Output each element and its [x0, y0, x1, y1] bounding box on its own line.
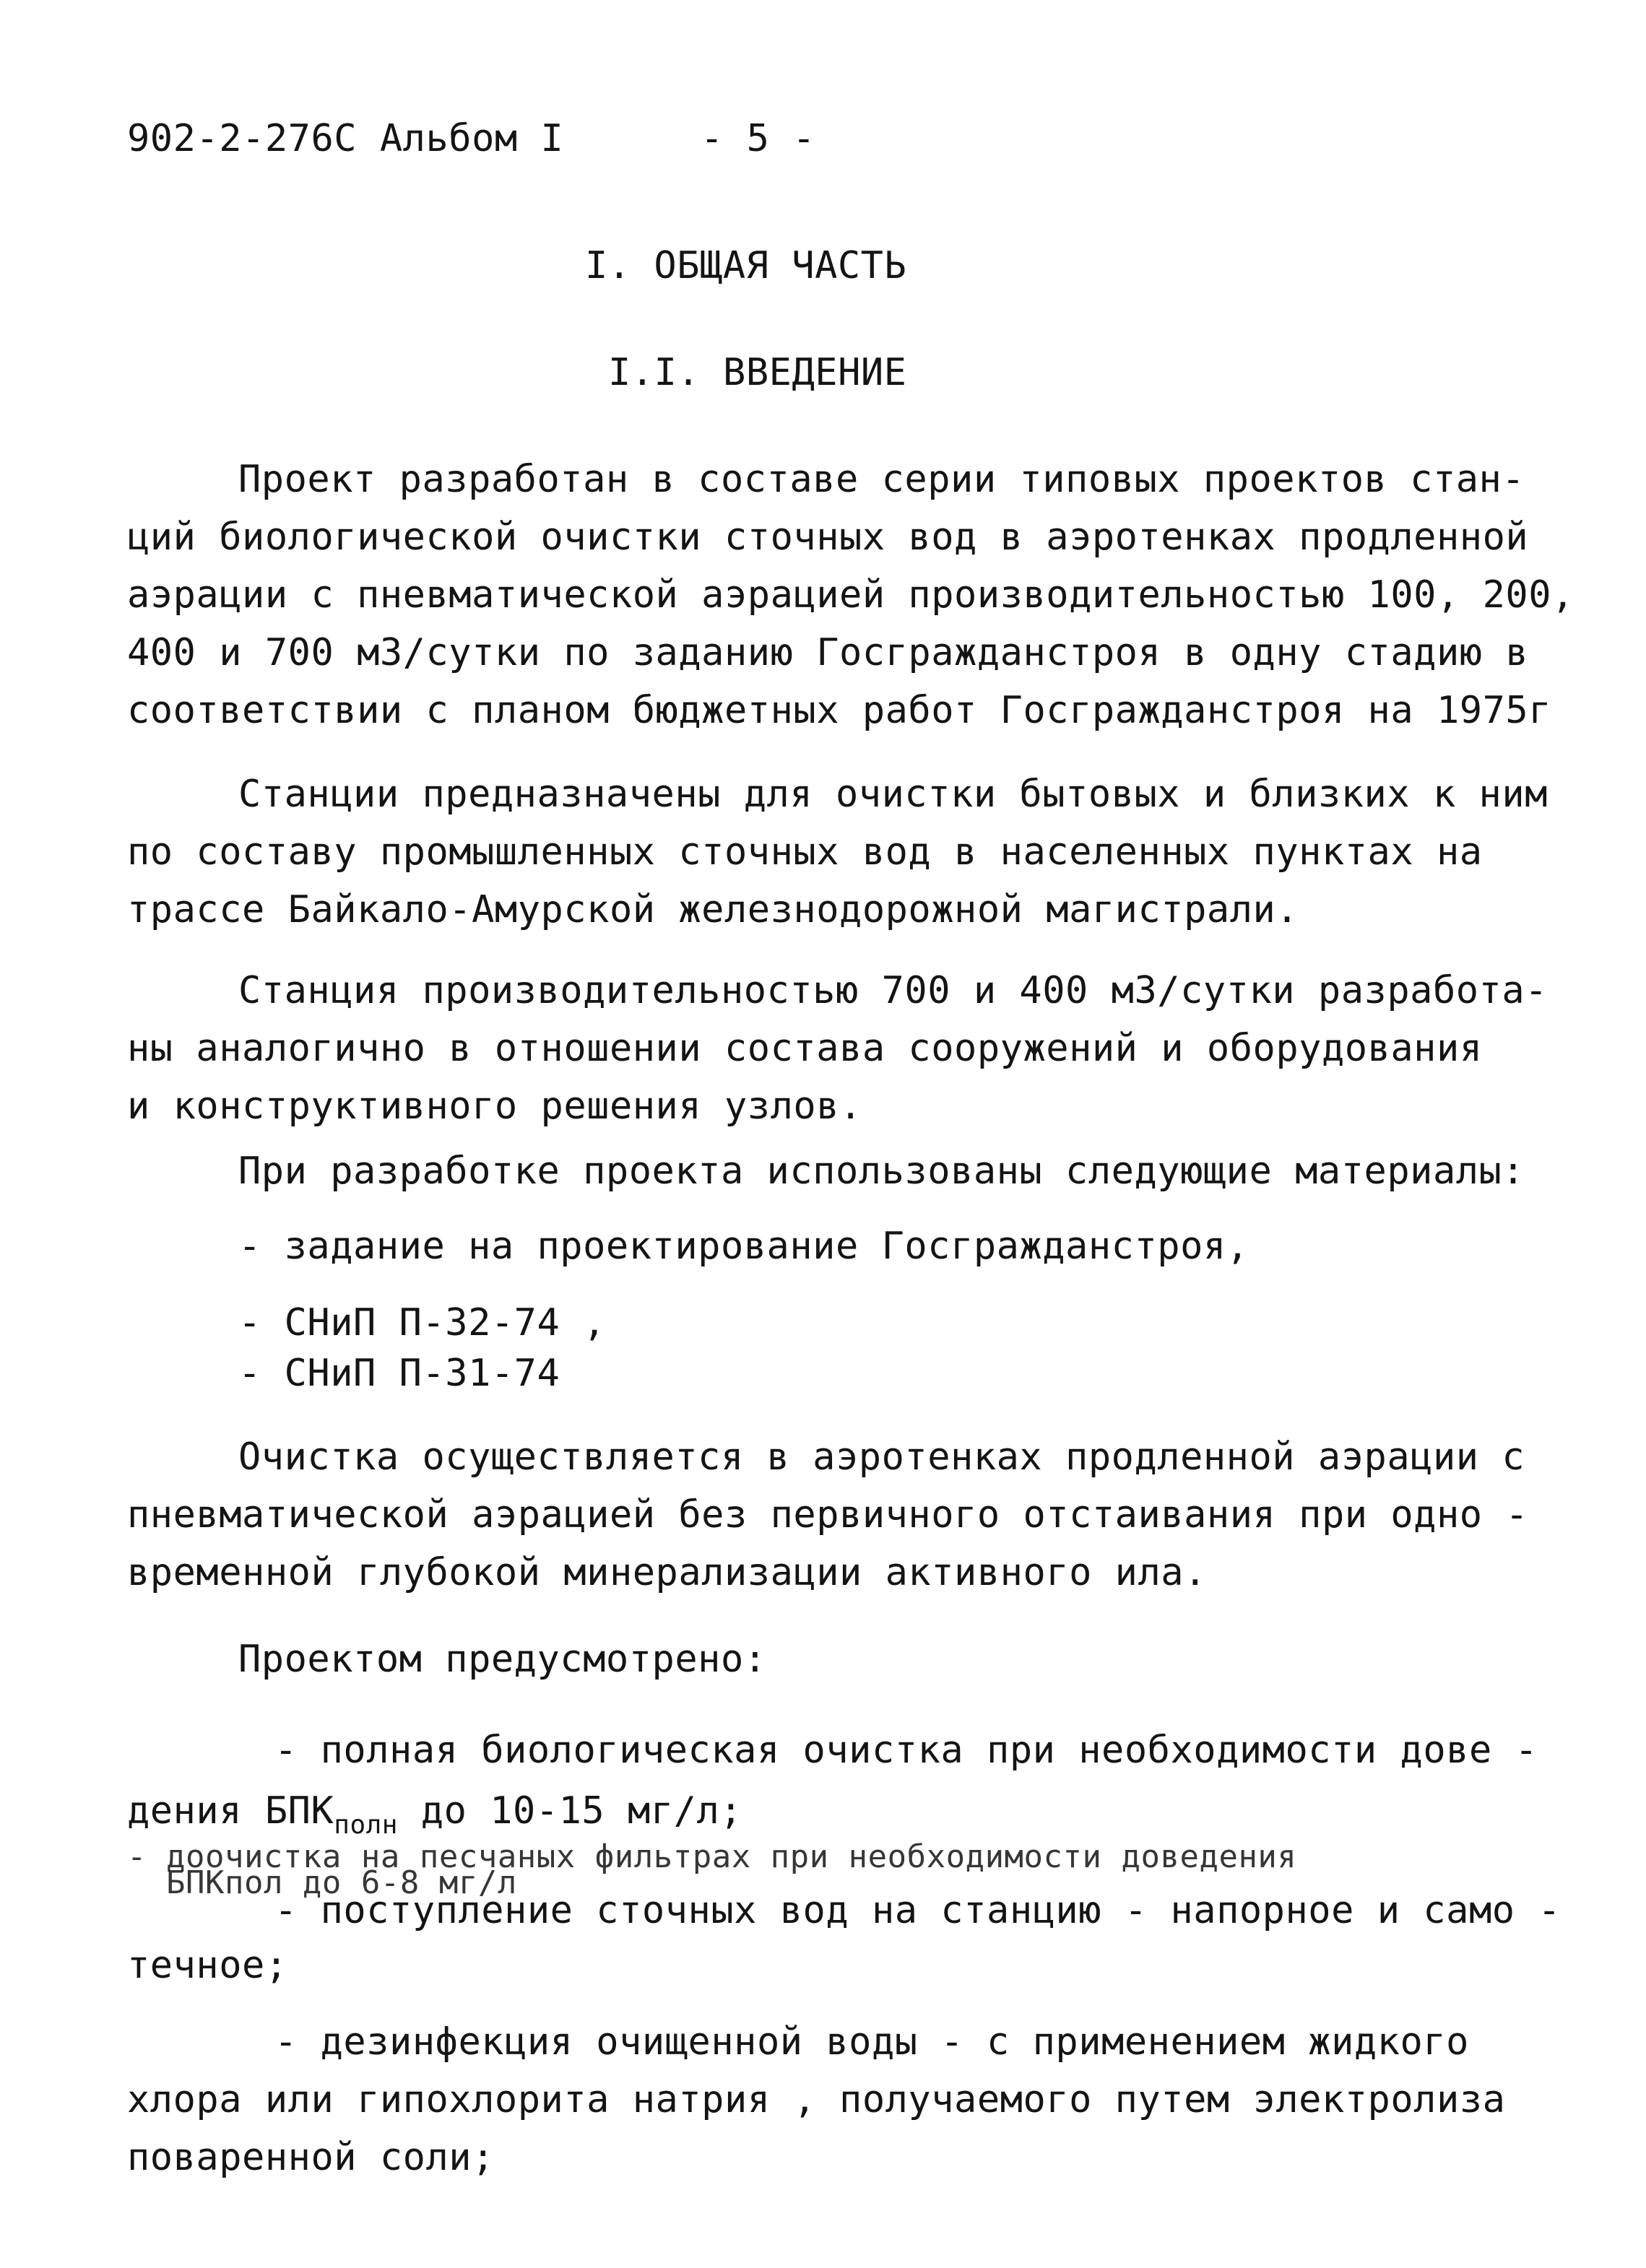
- provisions-intro: Проектом предусмотрено:: [238, 1638, 767, 1681]
- provision-line: - поступление сточных вод на станцию - напорное и само -: [274, 1889, 1561, 1932]
- paragraph-line: Станция производительностью 700 и 400 м3/сутки разработа-: [238, 969, 1548, 1012]
- provision-text: до 10-15 мг/л;: [397, 1789, 743, 1833]
- materials-item: - задание на проектирование Госгражданстроя,: [238, 1225, 1249, 1268]
- paragraph-line: трассе Байкало-Амурской железнодорожной магистрали.: [127, 888, 1299, 931]
- paragraph-line: и конструктивного решения узлов.: [127, 1085, 862, 1128]
- document-code: 902-2-276С Альбом I: [127, 117, 564, 160]
- handwritten-insert-line: - доочистка на песчаных фильтрах при необходимости доведения: [127, 1838, 1297, 1875]
- paragraph-line: ций биологической очистки сточных вод в аэротенках продленной: [127, 516, 1529, 559]
- provision-line: - дезинфекция очищенной воды - с применением жидкого: [274, 2020, 1469, 2064]
- provision-line: - полная биологическая очистка при необходимости дове -: [274, 1729, 1538, 1772]
- paragraph-line: временной глубокой минерализации активного ила.: [127, 1551, 1207, 1594]
- paragraph-line: аэрации с пневматической аэрацией производительностью 100, 200,: [127, 573, 1574, 617]
- bpk-subscript: полн: [334, 1810, 398, 1840]
- provision-line: хлора или гипохлорита натрия , получаемого путем электролиза: [127, 2078, 1506, 2121]
- materials-item: - СНиП П-32-74 ,: [238, 1301, 606, 1344]
- provision-line: течное;: [127, 1944, 288, 1987]
- page-number: - 5 -: [701, 117, 816, 160]
- provision-line: поваренной соли;: [127, 2136, 495, 2179]
- paragraph-line: соответствии с планом бюджетных работ Госгражданстроя на 1975г: [127, 689, 1552, 732]
- paragraph-line: Проект разработан в составе серии типовых проектов стан-: [238, 458, 1525, 501]
- paragraph-line: пневматической аэрацией без первичного отстаивания при одно -: [127, 1493, 1529, 1537]
- paragraph-line: Очистка осуществляется в аэротенках продленной аэрации с: [238, 1435, 1525, 1479]
- section-title: I. ОБЩАЯ ЧАСТЬ: [585, 244, 907, 287]
- handwritten-insert-line: БПКпол до 6-8 мг/л: [166, 1864, 517, 1901]
- paragraph-line: 400 и 700 м3/сутки по заданию Госгражданстроя в одну стадию в: [127, 631, 1529, 674]
- provision-text: дения БПК: [127, 1789, 334, 1833]
- materials-intro: При разработке проекта использованы следующие материалы:: [238, 1150, 1525, 1193]
- paragraph-line: по составу промышленных сточных вод в населенных пунктах на: [127, 830, 1483, 874]
- materials-item: - СНиП П-31-74: [238, 1352, 560, 1395]
- subsection-title: I.I. ВВЕДЕНИЕ: [608, 351, 907, 394]
- paragraph-line: ны аналогично в отношении состава сооружений и оборудования: [127, 1027, 1483, 1070]
- paragraph-line: Станции предназначены для очистки бытовых и близких к ним: [238, 773, 1548, 816]
